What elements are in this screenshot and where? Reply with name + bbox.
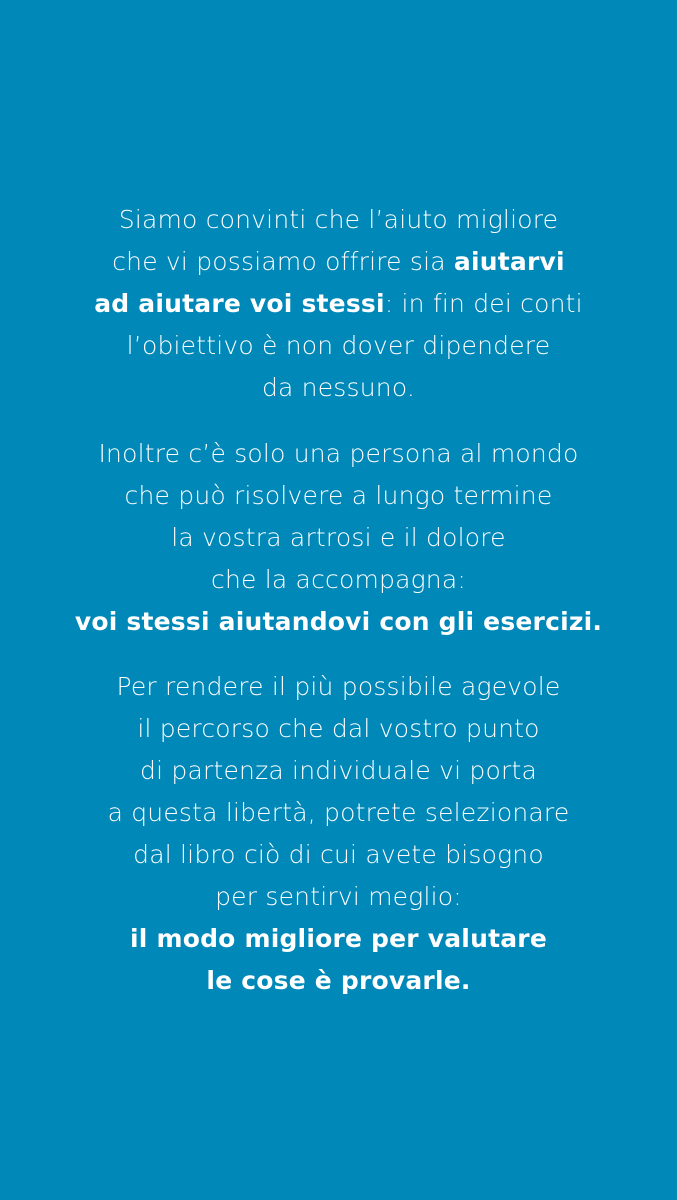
paragraph-2-line-1: Inoltre c’è solo una persona al mondo: [98, 439, 579, 468]
paragraph-1-line-2-bold: aiutarvi: [453, 247, 565, 276]
paragraph-3-line-5: dal libro ciò di cui avete bisogno: [133, 840, 544, 869]
paragraph-3-line-8-bold: le cose è provarle.: [206, 966, 471, 995]
paragraph-3: [0, 666, 677, 1002]
paragraph-1-line-4: l’obiettivo è non dover dipendere: [126, 331, 551, 360]
paragraph-1-line-1: Siamo convinti che l’aiuto migliore: [118, 205, 559, 234]
paragraph-1-line-5: da nessuno.: [261, 373, 416, 402]
paragraph-1-line-2-text: che vi possiamo offrire sia: [112, 247, 454, 276]
paragraph-3-line-4: a questa libertà, potrete selezionare: [107, 798, 570, 827]
paragraph-3-line-7-bold: il modo migliore per valutare: [130, 924, 547, 953]
paragraph-3-line-2: il percorso che dal vostro punto: [137, 714, 540, 743]
paragraph-1-line-3-text: : in fin dei conti: [384, 289, 583, 318]
paragraph-2-line-4: che la accompagna:: [211, 565, 466, 594]
paragraph-2: [0, 433, 677, 643]
paragraph-2-line-5-bold: voi stessi aiutandovi con gli esercizi.: [74, 607, 603, 636]
paragraph-3-line-6: per sentirvi meglio:: [215, 882, 462, 911]
paragraph-1-line-3-bold: ad aiutare voi stessi: [94, 289, 385, 318]
paragraph-3-line-3: di partenza individuale vi porta: [140, 756, 537, 785]
paragraph-2-line-2: che può risolvere a lungo termine: [124, 481, 553, 510]
paragraph-1-line-3: [0, 283, 677, 325]
paragraph-1: [0, 199, 677, 409]
paragraph-2-line-3: la vostra artrosi e il dolore: [171, 523, 506, 552]
paragraph-1-line-2: [0, 241, 677, 283]
paragraph-3-line-1: Per rendere il più possibile agevole: [116, 672, 561, 701]
